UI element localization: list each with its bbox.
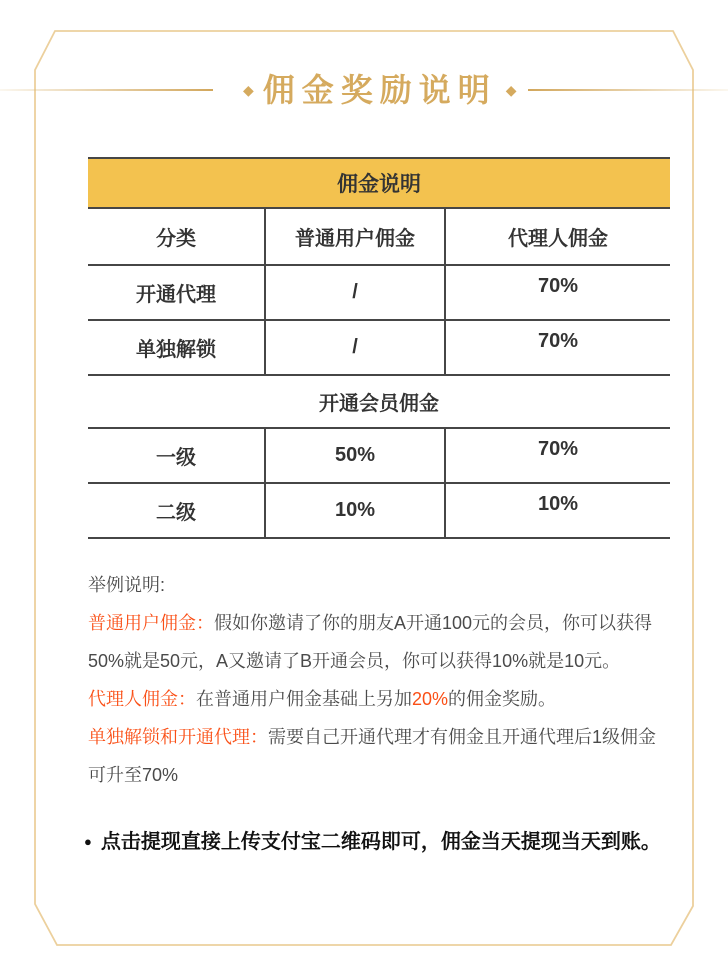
column-header-category: 分类 <box>88 208 265 265</box>
table-cell: 开通代理 <box>88 265 265 320</box>
table-header-row <box>88 208 670 265</box>
table-cell: 70% <box>445 265 670 320</box>
note-text: 的佣金奖励。 <box>448 689 557 709</box>
note-text: 可升至70% <box>88 765 179 785</box>
note-text: 需要自己开通代理才有佣金且开通代理后1级佣金 <box>268 727 657 747</box>
footer-note <box>84 828 684 856</box>
table-row <box>88 265 670 320</box>
note-line <box>88 756 660 794</box>
page-title: 佣金奖励说明 <box>262 72 497 108</box>
title-rule-left <box>0 89 213 91</box>
note-label: 单独解锁和开通代理： <box>88 727 268 747</box>
table-cell: 单独解锁 <box>88 320 265 375</box>
footer-note-text: 点击提现直接上传支付宝二维码即可，佣金当天提现当天到账。 <box>100 831 661 853</box>
table-cell: / <box>265 320 445 375</box>
note-highlight: 20% <box>412 689 449 709</box>
title-rule-right <box>528 89 728 91</box>
bullet-icon: ● <box>84 834 92 849</box>
table-section-row <box>88 375 670 428</box>
table-caption-row <box>88 158 670 208</box>
table-cell: 70% <box>445 428 670 483</box>
column-header-normal-user: 普通用户佣金 <box>265 208 445 265</box>
note-label: 代理人佣金： <box>88 689 196 709</box>
diamond-icon: ◆ <box>243 82 254 98</box>
note-line <box>88 642 660 680</box>
table-cell: 70% <box>445 320 670 375</box>
note-label: 普通用户佣金： <box>88 613 214 633</box>
commission-table-wrap <box>88 157 670 539</box>
notes-section <box>88 566 660 794</box>
table-cell: / <box>265 265 445 320</box>
table-section-label: 开通会员佣金 <box>88 375 670 428</box>
table-cell: 10% <box>265 483 445 538</box>
table-cell: 一级 <box>88 428 265 483</box>
note-text: 50%就是50元，A又邀请了B开通会员，你可以获得10%就是10元。 <box>88 651 621 671</box>
title-bar <box>0 72 728 108</box>
table-cell: 50% <box>265 428 445 483</box>
commission-table <box>88 157 670 539</box>
note-line <box>88 718 660 756</box>
note-line <box>88 604 660 642</box>
note-line <box>88 680 660 718</box>
note-text: 假如你邀请了你的朋友A开通100元的会员，你可以获得 <box>214 613 653 633</box>
note-text: 在普通用户佣金基础上另加 <box>196 689 412 709</box>
table-row <box>88 483 670 538</box>
table-row <box>88 320 670 375</box>
table-cell: 二级 <box>88 483 265 538</box>
column-header-agent: 代理人佣金 <box>445 208 670 265</box>
table-cell: 10% <box>445 483 670 538</box>
notes-heading: 举例说明: <box>88 575 166 595</box>
table-row <box>88 428 670 483</box>
table-caption: 佣金说明 <box>88 158 670 208</box>
diamond-icon: ◆ <box>505 82 517 98</box>
